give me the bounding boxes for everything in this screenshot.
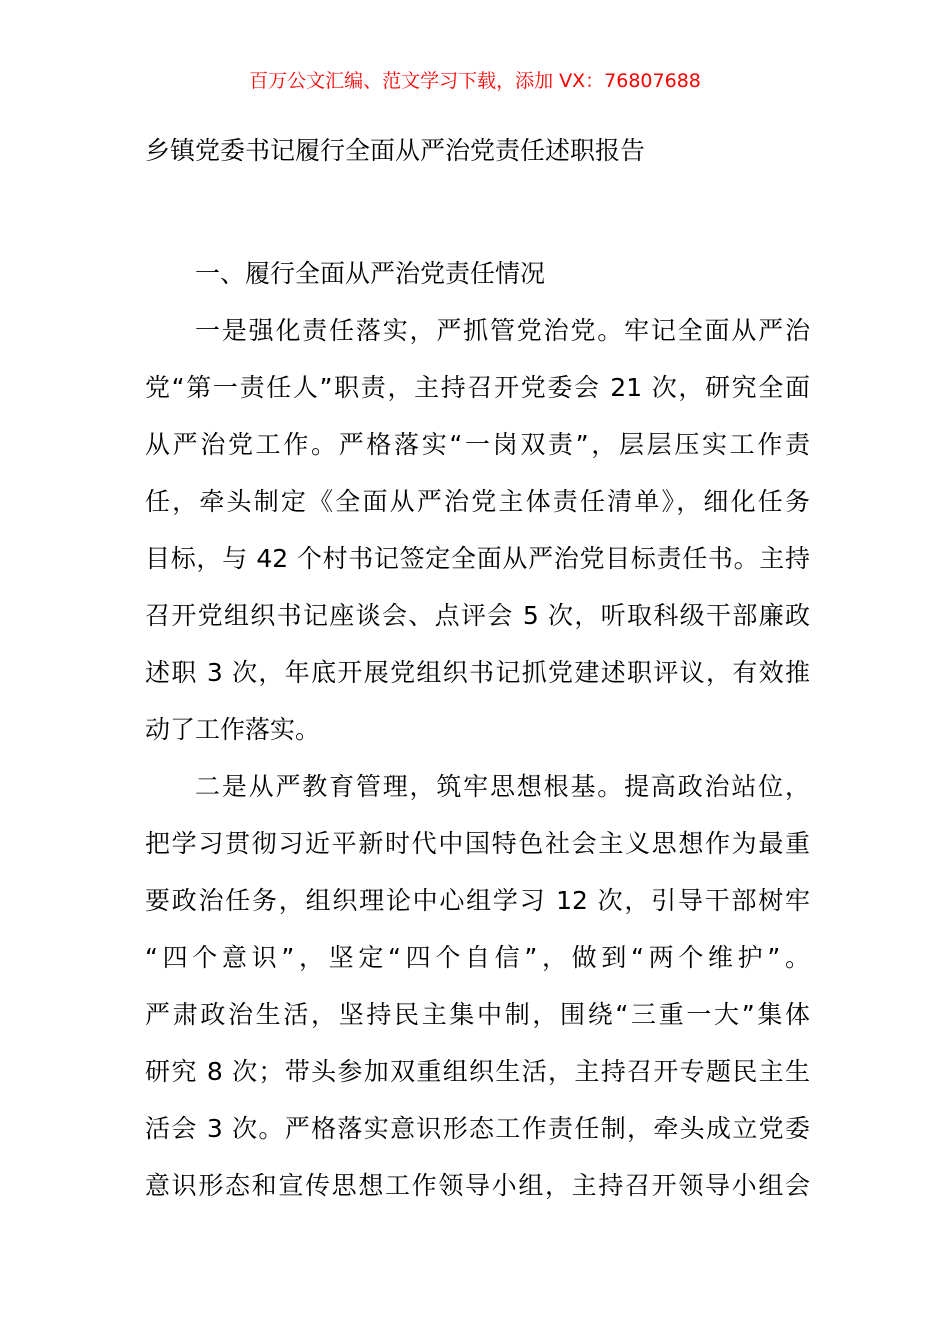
section-heading: 一、履行全面从严治党责任情况 (195, 259, 546, 288)
paragraph-line: 把学习贯彻习近平新时代中国特色社会主义思想作为最重 (145, 829, 810, 858)
paragraph-line: 意识形态和宣传思想工作领导小组，主持召开领导小组会 (145, 1171, 810, 1200)
paragraph-line: 任，牵头制定《全面从严治党主体责任清单》，细化任务 (145, 487, 810, 516)
paragraph-line: 目标，与 42 个村书记签定全面从严治党目标责任书。主持 (145, 544, 810, 573)
document-title: 乡镇党委书记履行全面从严治党责任述职报告 (145, 136, 646, 165)
paragraph-line: 从严治党工作。严格落实“一岗双责”，层层压实工作责 (145, 430, 810, 459)
paragraph-line: 党“第一责任人”职责，主持召开党委会 21 次，研究全面 (145, 373, 810, 402)
header-note: 百万公文汇编、范文学习下载，添加 VX：76807688 (249, 70, 701, 92)
paragraph-line: 一是强化责任落实，严抓管党治党。牢记全面从严治 (195, 316, 810, 345)
paragraph-line: 二是从严教育管理，筑牢思想根基。提高政治站位， (195, 772, 810, 801)
paragraph-line: 活会 3 次。严格落实意识形态工作责任制，牵头成立党委 (145, 1114, 810, 1143)
paragraph-line: 研究 8 次；带头参加双重组织生活，主持召开专题民主生 (145, 1057, 810, 1086)
paragraph-line: 要政治任务，组织理论中心组学习 12 次，引导干部树牢 (145, 886, 810, 915)
paragraph-line: 动了工作落实。 (145, 715, 321, 744)
paragraph-line: “四个意识”，坚定“四个自信”，做到“两个维护”。 (145, 943, 810, 972)
document-body (145, 245, 810, 1214)
paragraph-line: 严肃政治生活，坚持民主集中制，围绕“三重一大”集体 (145, 1000, 810, 1029)
paragraph-line: 召开党组织书记座谈会、点评会 5 次，听取科级干部廉政 (145, 601, 810, 630)
paragraph-line: 述职 3 次，年底开展党组织书记抓党建述职评议，有效推 (145, 658, 810, 687)
